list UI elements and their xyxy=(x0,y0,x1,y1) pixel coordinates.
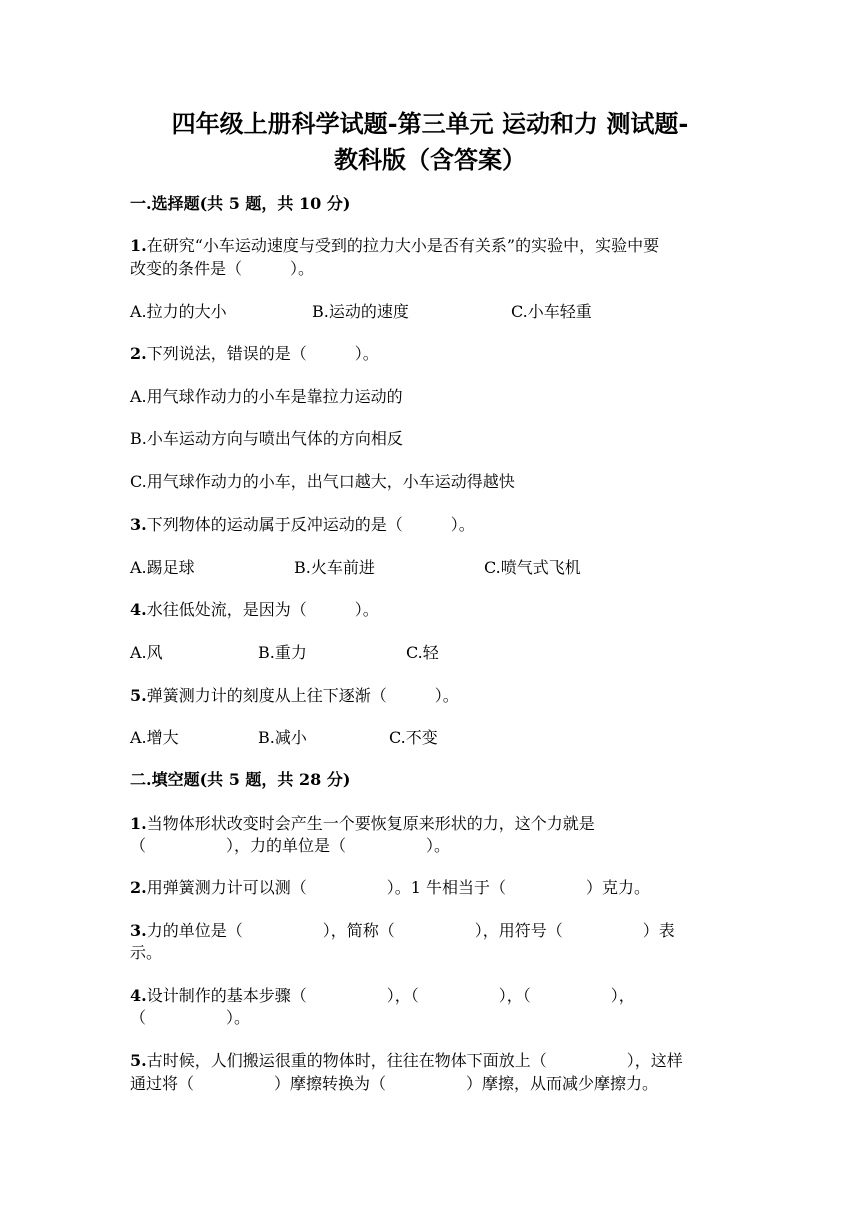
question-number: 1. xyxy=(130,236,147,255)
question-2-option-b: B.小车运动方向与喷出气体的方向相反 xyxy=(130,429,403,448)
question-1-option-c: C.小车轻重 xyxy=(511,302,592,321)
question-number: 1. xyxy=(130,814,147,833)
page-title-line-2: 教科版（含答案） xyxy=(334,145,526,174)
question-4-option-a: A.风 xyxy=(130,643,163,662)
question-text: 弹簧测力计的刻度从上往下逐渐（ ）。 xyxy=(146,686,459,705)
question-text: 当物体形状改变时会产生一个要恢复原来形状的力，这个力就是 xyxy=(146,814,595,833)
question-4-option-c: C.轻 xyxy=(406,643,439,662)
question-text: 下列物体的运动属于反冲运动的是（ ）。 xyxy=(146,515,475,534)
question-3 xyxy=(130,514,475,536)
question-2 xyxy=(130,343,379,365)
question-5 xyxy=(130,685,459,707)
question-5-option-b: B.减小 xyxy=(258,728,307,747)
question-text: 力的单位是（ ），简称（ ），用符号（ ）表 xyxy=(146,921,675,940)
question-number: 4. xyxy=(130,600,147,619)
page-title-line-1: 四年级上册科学试题-第三单元 运动和力 测试题- xyxy=(171,109,689,138)
question-4 xyxy=(130,599,379,621)
question-text: 水往低处流，是因为（ ）。 xyxy=(146,600,379,619)
question-text: 古时候，人们搬运很重的物体时，往往在物体下面放上（ ），这样 xyxy=(146,1051,683,1070)
question-2-option-a: A.用气球作动力的小车是靠拉力运动的 xyxy=(130,387,403,406)
section-heading-choice: 一.选择题(共 5 题，共 10 分) xyxy=(130,194,351,213)
fill-question-3-line-1 xyxy=(130,920,675,942)
question-1-option-b: B.运动的速度 xyxy=(312,302,409,321)
question-4-option-b: B.重力 xyxy=(258,643,307,662)
question-5-option-a: A.增大 xyxy=(130,728,179,747)
question-3-option-a: A.踢足球 xyxy=(130,558,195,577)
question-1-line-1 xyxy=(130,235,659,257)
fill-question-5-line-2: 通过将（ ）摩擦转换为（ ）摩擦，从而减少摩擦力。 xyxy=(130,1074,659,1093)
question-text: 在研究“小车运动速度与受到的拉力大小是否有关系”的实验中，实验中要 xyxy=(146,236,660,255)
question-3-option-c: C.喷气式飞机 xyxy=(484,558,581,577)
question-number: 3. xyxy=(130,921,147,940)
question-number: 2. xyxy=(130,878,147,897)
fill-question-5-line-1 xyxy=(130,1050,683,1072)
fill-question-4-line-1 xyxy=(130,985,635,1007)
question-1-option-a: A.拉力的大小 xyxy=(130,302,227,321)
fill-question-2 xyxy=(130,877,650,899)
question-text: 设计制作的基本步骤（ ），（ ），（ ）， xyxy=(146,986,635,1005)
section-heading-fill: 二.填空题(共 5 题，共 28 分) xyxy=(130,770,351,789)
fill-question-3-line-2: 示。 xyxy=(130,943,163,962)
question-number: 2. xyxy=(130,344,147,363)
question-number: 4. xyxy=(130,986,147,1005)
question-number: 5. xyxy=(130,686,147,705)
question-3-option-b: B.火车前进 xyxy=(294,558,375,577)
fill-question-1-line-1 xyxy=(130,813,595,835)
question-text: 用弹簧测力计可以测（ ）。1 牛相当于（ ）克力。 xyxy=(146,878,650,897)
fill-question-1-line-2: （ ），力的单位是（ ）。 xyxy=(130,836,451,855)
question-number: 5. xyxy=(130,1051,147,1070)
question-2-option-c: C.用气球作动力的小车，出气口越大，小车运动得越快 xyxy=(130,472,515,491)
fill-question-4-line-2: （ ）。 xyxy=(130,1008,251,1027)
question-1-line-2: 改变的条件是（ ）。 xyxy=(130,259,315,278)
question-number: 3. xyxy=(130,515,147,534)
question-text: 下列说法，错误的是（ ）。 xyxy=(146,344,379,363)
question-5-option-c: C.不变 xyxy=(389,728,438,747)
